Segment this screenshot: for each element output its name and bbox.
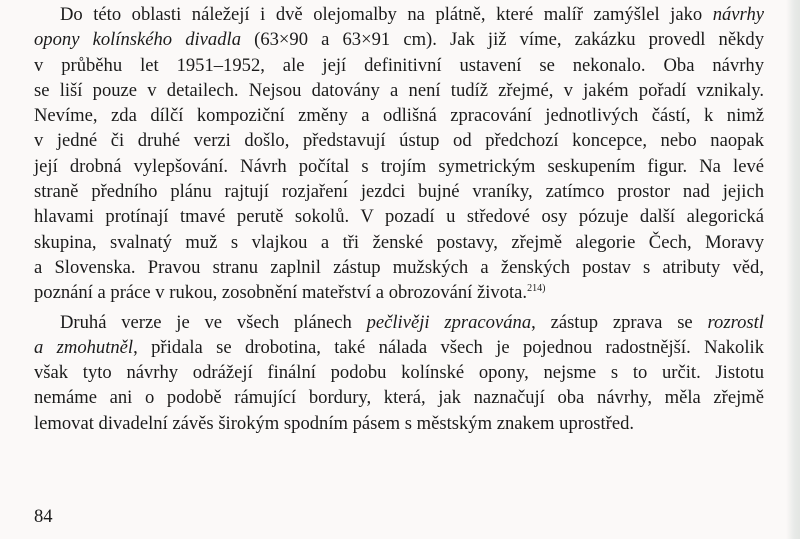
- paragraph-line: Druhá verze je ve všech plánech pečlivěji zpracována, zástup zprava se rozrostl: [60, 311, 764, 333]
- paragraph-line: však tyto návrhy odrážejí finální podobu kolínské opony, nejsme s to určit. Jistotu: [34, 362, 764, 384]
- paragraph-line: poznání a práce v rukou, zosobnění mateřství a obrozování života.$^{214)}$: [34, 282, 546, 304]
- paragraph-line: nemáme ani o podobě rámující bordury, která, jak naznačují oba návrhy, měla zřejmě: [34, 387, 764, 409]
- paragraph-line: hlavami protínají tmavé perutě sokolů. V pozadí u středové osy pózuje další alegorická: [34, 206, 764, 228]
- paragraph-line: opony kolínského divadla (63×90 a 63×91 cm). Jak již víme, zakázku provedl někdy: [34, 29, 765, 51]
- paragraph-1: [34, 2, 764, 306]
- paragraph-line: skupina, svalnatý muž s vlajkou a tři ženské postavy, zřejmě alegorie Čech, Moravy: [34, 231, 764, 253]
- paragraph-line: Nevíme, zda dílčí kompoziční změny a odlišná zpracování jednotlivých částí, k nimž: [34, 105, 764, 127]
- paragraph-line: Do této oblasti náležejí i dvě olejomalby na plátně, které malíř zamýšlel jako návrhy: [60, 4, 764, 25]
- page-edge-shadow: [786, 0, 800, 539]
- paragraph-line: v průběhu let 1951–1952, ale její definitivní ustavení se nekonalo. Oba návrhy: [34, 54, 764, 76]
- paragraph-line: se liší pouze v detailech. Nejsou datovány a není tudíž zřejmé, v jakém pořadí vznikaly.: [34, 79, 764, 101]
- paragraph-line: lemovat divadelní závěs širokým spodním pásem s městským znakem uprostřed.: [34, 412, 635, 434]
- footnote-reference: 214): [527, 283, 546, 295]
- paragraph-2: [34, 310, 764, 436]
- paragraph-line: v jedné či druhé verzi došlo, představují ústup od předchozí koncepce, nebo naopak: [34, 130, 764, 152]
- page-body: [34, 2, 764, 436]
- paragraph-line: straně předního plánu rajtují rozjařenı́ jezdci bujné vraníky, zatímco prostor nad jejich: [34, 181, 764, 203]
- paragraph-line: její drobná vylepšování. Návrh počítal s trojím symetrickým seskupením figur. Na levé: [34, 155, 764, 177]
- paragraph-line: a Slovenska. Pravou stranu zaplnil zástup mužských a ženských postav s atributy věd,: [34, 256, 764, 278]
- page-number: 84: [34, 506, 53, 527]
- paragraph-line: a zmohutněl, přidala se drobotina, také nálada všech je pojednou radostnější. Nakolik: [34, 336, 764, 358]
